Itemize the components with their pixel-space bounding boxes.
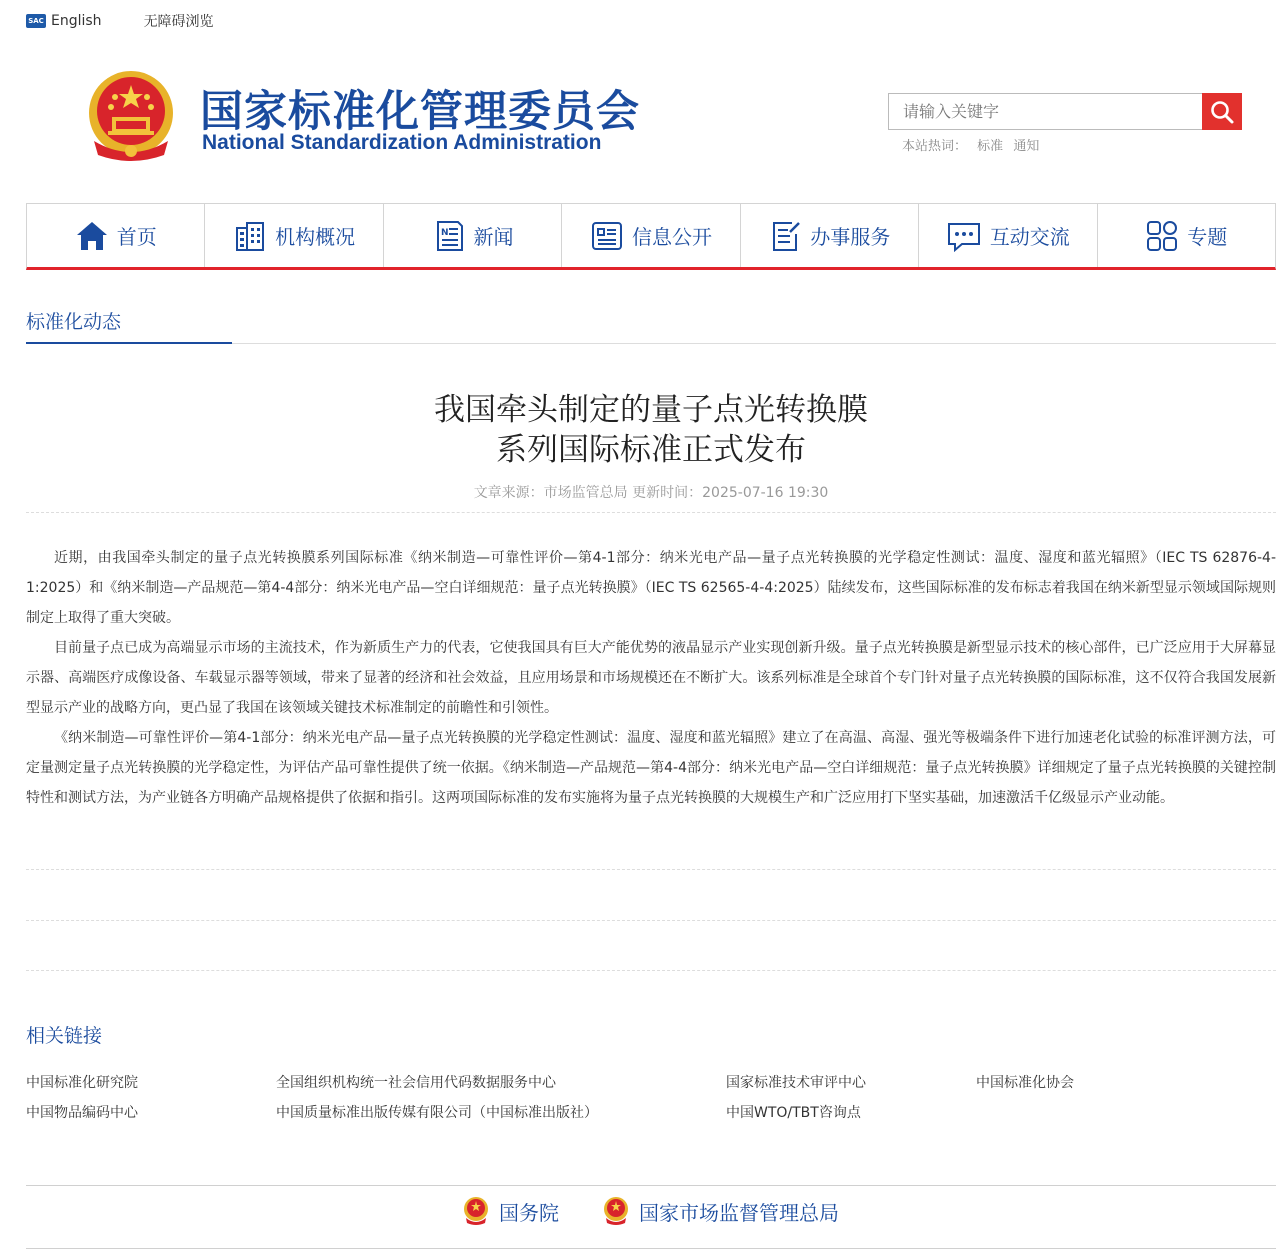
emblem-icon [603, 1196, 629, 1226]
accessibility-link[interactable]: 无障碍浏览 [143, 14, 214, 30]
nav-item-topics[interactable] [1098, 204, 1275, 267]
related-link[interactable]: 中国WTO/TBT咨询点 [726, 1105, 861, 1121]
article-divider [26, 512, 1276, 513]
top-bar [26, 10, 214, 32]
article-paragraph: 《纳米制造—可靠性评价—第4-1部分：纳米光电产品—量子点光转换膜的光学稳定性测试：温度、湿度和蓝光辐照》建立了在高温、高湿、强光等极端条件下进行加速老化试验的标准评测方法，可定量测定量子点光转换膜的光学稳定性，为评估产品可靠性提供了统一依据。《纳米制造—产品规范—第4-4部分：纳米光电产品—空白详细规范：量子点光转换膜》详细规定了量子点光转换膜的关键控制特性和测试方法，为产业链各方明确产品规格提供了依据和指引。这两项国际标准的发布实施将为量子点光转换膜的大规模生产和广泛应用打下坚实基础，加速激活千亿级显示产业动能。 [26, 730, 1276, 806]
info-icon [590, 220, 624, 252]
article-title [26, 390, 1276, 470]
hot-words-label: 本站热词： [902, 139, 968, 154]
search-icon [1209, 99, 1235, 125]
section-title[interactable]: 标准化动态 [26, 311, 122, 333]
footer-link-label: 国家市场监督管理总局 [639, 1200, 839, 1225]
nav-item-service[interactable] [741, 204, 919, 267]
footer-link-label: 国务院 [499, 1200, 559, 1225]
related-link[interactable]: 国家标准技术审评中心 [726, 1075, 866, 1091]
nav-item-news[interactable] [384, 204, 562, 267]
nav-label: 新闻 [473, 225, 514, 249]
nav-label: 首页 [116, 225, 157, 249]
nav-label: 办事服务 [810, 225, 891, 249]
hot-word-link[interactable]: 标准 [977, 139, 1004, 154]
footer-link-samr[interactable] [603, 1196, 839, 1226]
site-title-en[interactable]: National Standardization Administration [202, 131, 602, 154]
main-nav [26, 203, 1276, 270]
search-bar [888, 93, 1242, 130]
footer-link-state-council[interactable] [463, 1196, 559, 1226]
article-title-line: 我国牵头制定的量子点光转换膜 [434, 392, 868, 428]
related-link[interactable]: 中国标准化协会 [976, 1075, 1074, 1091]
sac-logo-icon: SAC [26, 14, 46, 28]
english-label: English [51, 13, 102, 29]
grid-icon [1145, 220, 1179, 252]
search-input[interactable] [888, 93, 1202, 130]
search-button[interactable] [1202, 93, 1242, 130]
nav-item-about[interactable] [205, 204, 383, 267]
nav-label: 互动交流 [989, 225, 1070, 249]
nav-item-info[interactable] [562, 204, 740, 267]
hot-words [902, 135, 1045, 154]
nav-label: 信息公开 [631, 225, 712, 249]
article-body [26, 543, 1276, 813]
article-paragraph: 近期，由我国牵头制定的量子点光转换膜系列国际标准《纳米制造—可靠性评价—第4-1部分：纳米光电产品—量子点光转换膜的光学稳定性测试：温度、湿度和蓝光辐照》（IEC TS 62876-4-1:2025）和《纳米制造—产品规范—第4-4部分：纳米光电产品—空白详细规范：量子点光转换膜》（IEC TS 62565-4-4:2025）陆续发布，这些国际标准的发布标志着我国在纳米新型显示领域国际规则制定上取得了重大突破。 [26, 550, 1276, 626]
nav-item-home[interactable] [27, 204, 205, 267]
national-emblem-icon[interactable] [84, 67, 178, 165]
section-active-indicator [26, 342, 232, 344]
service-icon [768, 220, 802, 252]
related-link[interactable]: 中国物品编码中心 [26, 1105, 138, 1121]
section-divider [26, 343, 1276, 344]
related-links-title: 相关链接 [26, 1025, 103, 1047]
chat-icon [946, 220, 982, 252]
article-meta: 文章来源：市场监管总局 更新时间：2025-07-16 19:30 [473, 485, 829, 501]
article-paragraph: 目前量子点已成为高端显示市场的主流技术，作为新质生产力的代表，它使我国具有巨大产能优势的液晶显示产业实现创新升级。量子点光转换膜是新型显示技术的核心部件，已广泛应用于大屏幕显示器、高端医疗成像设备、车载显示器等领域，带来了显著的经济和社会效益，且应用场景和市场规模还在不断扩大。该系列标准是全球首个专门针对量子点光转换膜的国际标准，这不仅符合我国发展新型显示产业的战略方向，更凸显了我国在该领域关键技术标准制定的前瞻性和引领性。 [26, 640, 1276, 716]
related-link[interactable]: 全国组织机构统一社会信用代码数据服务中心 [276, 1075, 556, 1091]
building-icon [233, 220, 267, 252]
footer-divider [26, 1185, 1276, 1186]
related-link[interactable]: 中国质量标准出版传媒有限公司（中国标准出版社） [276, 1105, 598, 1121]
home-icon [75, 220, 109, 252]
site-title-cn[interactable]: 国家标准化管理委员会 [200, 87, 640, 137]
divider [26, 970, 1276, 971]
english-link[interactable] [26, 10, 102, 32]
article-title-line: 系列国际标准正式发布 [496, 432, 806, 468]
hot-word-link[interactable]: 通知 [1013, 139, 1040, 154]
related-link[interactable]: 中国标准化研究院 [26, 1075, 138, 1091]
news-icon [432, 220, 466, 252]
footer-divider [26, 1248, 1276, 1249]
nav-label: 专题 [1187, 225, 1228, 249]
nav-item-interact[interactable] [919, 204, 1097, 267]
svg-text:N: N [440, 227, 449, 238]
divider [26, 869, 1276, 870]
emblem-icon [463, 1196, 489, 1226]
related-links [26, 1067, 1276, 1127]
divider [26, 920, 1276, 921]
footer-links [26, 1196, 1276, 1226]
nav-label: 机构概况 [275, 225, 356, 249]
